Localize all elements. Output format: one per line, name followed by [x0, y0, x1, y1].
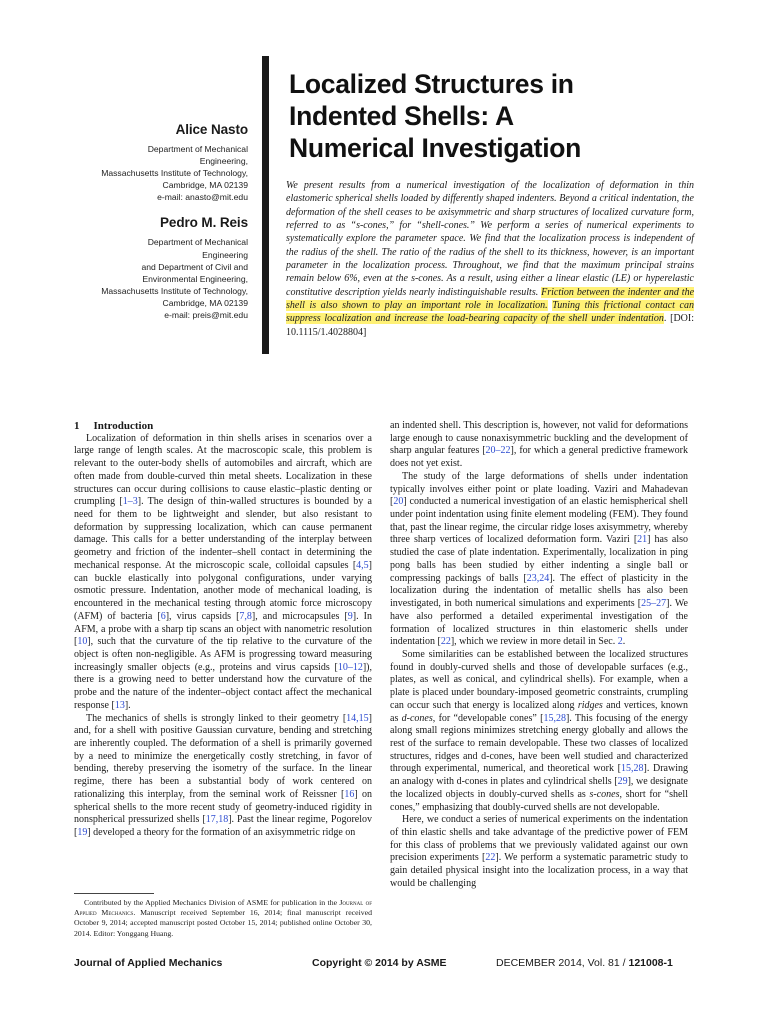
footer-issue [496, 957, 673, 969]
footnote-text: . Manuscript received September 16, 2014; final manuscript received October 9, 2014; accepted manuscript posted October 15, 2014; published online October 30, 2014. Editor: Yonggang Huang. [74, 908, 372, 938]
left-column [74, 420, 372, 840]
author-affiliation-line: Cambridge, MA 02139 [162, 180, 248, 191]
footer-journal: Journal of Applied Mechanics [74, 957, 223, 969]
doi-reference[interactable]: . [DOI: 10.1115/1.4028804] [286, 313, 694, 338]
title-line: Localized Structures in [289, 69, 574, 99]
author-affiliation-line: Cambridge, MA 02139 [162, 297, 248, 308]
paragraph: Some similarities can be established between the localized structures found in doubly-curved shells and those of developable surfaces (e.g., plates, as well as conical, and cylindrical shells). For example, when a plate is placed under boundary-imposed geometric constraints, crumpling can occur such that energy is localized along ridges and vertices, known as d-cones, for “developable cones” [15,28]. This focusing of the energy along small regions minimizes stretching energy globally and allows the rest of the surface to remain developable. These two classes of localized structures, ridges and d-cones, have been well studied and characterized through experimental, numerical, and theoretical work [15,28]. Drawing an analogy with d-cones in plates and cylindrical shells [29], we designate the localized objects in doubly-curved shells as s-cones, short for “shell cones,” emphasizing that doubly-curved shells are not developable. [390, 648, 688, 813]
footer-page-number: 121008-1 [628, 957, 673, 969]
footnote-text: Contributed by the Applied Mechanics Division of ASME for publication in the [84, 898, 340, 907]
author-affiliation-line: Department of Mechanical Engineering, [147, 144, 248, 167]
author-affiliation-line: Environmental Engineering, [142, 273, 248, 284]
author-email[interactable]: e-mail: anasto@mit.edu [157, 192, 248, 203]
author-affiliation-line: Massachusetts Institute of Technology, [101, 168, 248, 179]
footer-copyright: Copyright © 2014 by ASME [312, 957, 447, 969]
paragraph: Here, we conduct a series of numerical experiments on the indentation of thin elastic shells and take advantage of the predictive power of FEM for this class of problems that we previously validated against our own precision experiments [22]. We perform a systematic parametric study to gain detailed physical insight into the localization process, in a way that would be challenging [390, 814, 689, 889]
author-affiliation-line: Massachusetts Institute of Technology, [101, 285, 248, 296]
paragraph: Localization of deformation in thin shells arises in scenarios over a large range of length scales. At the macroscopic scale, this problem is relevant to the outer-body shells of automobiles and aircraft, which are often made from double-curved thin metal sheets. Localization in these structures can occur during collisions to cause elastic–plastic denting or crumpling [1–3]. The design of thin-walled structures is bounded by a need for them to be lightweight and slender, but also resistant to deformation by suppressing localization, which can cause permanent damage. This calls for a better understanding of the interplay between geometry and friction of the indenter–shell contact in determining the mechanical response. At the microscopic scale, colloidal capsules [4,5] can buckle elastically into polygonal configurations, under varying osmotic pressure. Indentation, another mode of mechanical loading, is encountered in the mechanical testing through atomic force microscopy (AFM) of bacteria [6], virus capsids [7,8], and microcapsules [9]. In AFM, a probe with a sharp tip scans an object with nanometric resolution [10], such that the curvature of the tip relative to the curvature of the object is often non-negligible. As AFM is progressing toward measuring increasingly smaller objects (e.g., proteins and virus capsids [10–12]), there is a growing need to better understand how the curvature of the probe and the nature of the indenter–object contact affect the mechanical response [13]. [74, 432, 372, 711]
section-number: 1 [74, 420, 80, 432]
title-line: Indented Shells: A [289, 101, 514, 131]
paragraph: an indented shell. This description is, however, not valid for deformations large enough to cause nonaxisymmetric buckling and the development of sharp angular features [20–22], for which a general predictive framework does not yet exist. [390, 420, 689, 470]
paragraph: The study of the large deformations of shells under indentation typically involves either point or plate loading. Vaziri and Mahadevan [20] conducted a numerical investigation of an elastic hemispherical shell under point indentation using finite element modeling (FEM). They found that, past the linear regime, the circular ridge loses axisymmetry, whereby three sharp vertices of localized deformation form. Vaziri [21] has also studied the case of plate indentation. Experimentally, localization in ping pong balls has been studied by either indenting a single ball or compressing packings of balls [23,24]. The effect of plasticity in the localization during the indentation of metallic shells has also been investigated, in both numerical simulations and experiments [25–27]. We have also performed a detailed experimental investigation of the formation of localized structures in thin elastomeric shells under indentation [22], which we review in more detail in Sec. 2. [390, 470, 688, 648]
footnote [74, 898, 372, 939]
author-email[interactable]: e-mail: preis@mit.edu [164, 310, 248, 321]
title-line: Numerical Investigation [289, 133, 582, 163]
footnote-rule [74, 893, 154, 894]
author-affiliation-line: Department of Mechanical Engineering [147, 237, 248, 260]
title-accent-bar [262, 56, 269, 354]
abstract-highlight[interactable]: Friction between the indenter and the shell is also shown to play an important role in localization. [286, 286, 695, 312]
footnote-journal: Journal of Applied Mechanics [74, 898, 372, 918]
abstract-highlight[interactable]: Tuning this frictional contact can suppress localization and increase the load-bearing capacity of the shell under indentation [286, 300, 694, 325]
paragraph: The mechanics of shells is strongly linked to their geometry [14,15] and, for a shell with positive Gaussian curvature, bending and stretching are inherently coupled. The deformation of a shell is primarily governed by a need to minimize the energetically costly stretching, in favor of bending, thereby preserving the isometry of the surface. In the linear regime, there has been a substantial body of work centered on rationalizing this interplay, from the seminal work of Reissner [16] on spherical shells to the more recent study of geometry-induced rigidity in nonspherical pressurized shells [17,18]. Past the linear regime, Pogorelov [19] developed a theory for the formation of an axisymmetric ridge on [74, 712, 372, 838]
author-list [100, 122, 248, 333]
author-block [100, 215, 248, 321]
author-name: Pedro M. Reis [160, 215, 248, 231]
author-affiliation-line: and Department of Civil and [141, 261, 248, 272]
footer-issue-text: DECEMBER 2014, Vol. 81 / [496, 957, 629, 969]
paper-title [289, 68, 699, 164]
right-column [390, 420, 688, 891]
author-block [100, 122, 248, 203]
abstract [286, 179, 694, 339]
abstract-text: We present results from a numerical investigation of the localization of deformation in thin elastomeric spherical shells loaded by differently shaped indenters. Beyond a critical indentation, the deformation of the shell ceases to be axisymmetric and sharp structures of localized curvature form, referred to as “s-cones,” for “shell-cones.” We perform a series of numerical experiments to systematically explore the parameter space. We find that the localization process is independent of the radius of the shell. The ratio of the radius of the shell to its thickness, however, is an important parameter in the localization process. Throughout, we find that the maximum principal strains remain below 6%, even at the s-cones. As a result, using either a linear elastic (LE) or hyperelastic constitutive description yields nearly indistinguishable results. [286, 180, 694, 298]
author-name: Alice Nasto [175, 122, 248, 137]
section-heading [74, 420, 372, 433]
section-title: Introduction [93, 420, 154, 432]
